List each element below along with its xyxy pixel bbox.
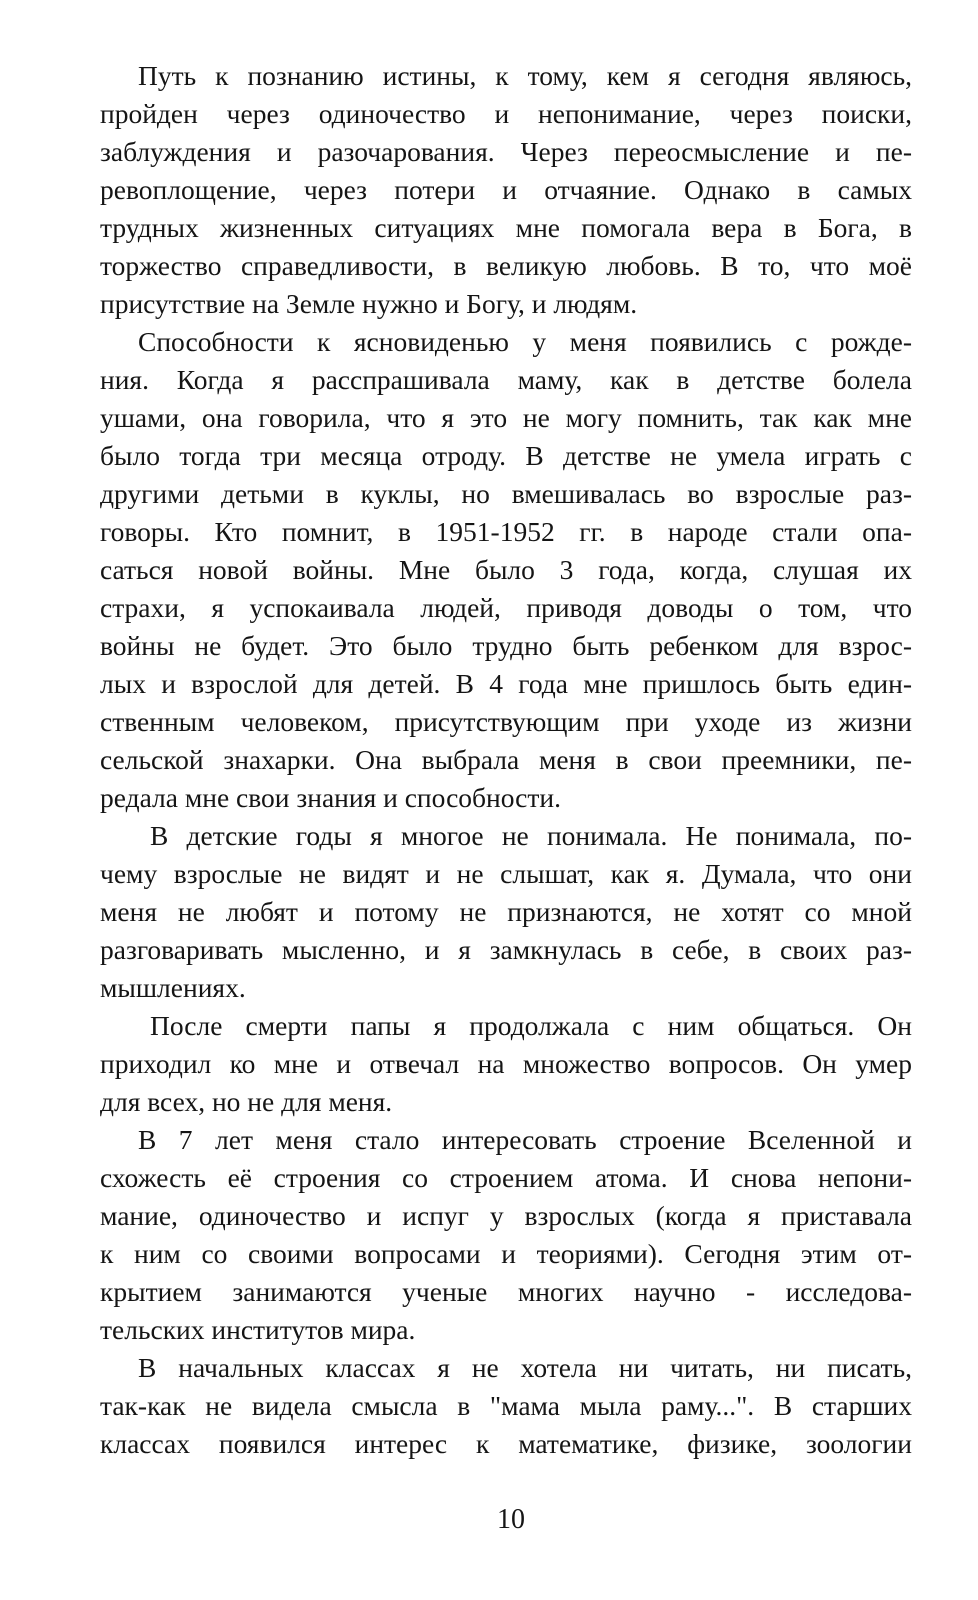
text-line: сельской знахарки. Она выбрала меня в свои преемники, пе- — [100, 744, 912, 775]
paragraph — [100, 57, 912, 323]
text-line: ушами, она говорила, что я это не могу помнить, так как мне — [100, 402, 912, 433]
text-line: заблуждения и разочарования. Через переосмысление и пе- — [100, 136, 912, 167]
text-line: говоры. Кто помнит, в 1951-1952 гг. в народе стали опа- — [100, 516, 912, 547]
text-line: мышлениях. — [100, 972, 246, 1003]
text-line: присутствие на Земле нужно и Богу, и людям. — [100, 288, 638, 319]
text-line: ревоплощение, через потери и отчаяние. Однако в самых — [100, 174, 912, 205]
text-line: классах появился интерес к математике, физике, зоологии — [100, 1428, 912, 1459]
text-line: меня не любят и потому не признаются, не хотят со мной — [100, 896, 912, 927]
text-line: тельских институтов мира. — [100, 1314, 416, 1345]
paragraph — [100, 1349, 912, 1463]
text-line: войны не будет. Это было трудно быть ребенком для взрос- — [100, 630, 912, 661]
paragraph — [100, 323, 912, 817]
text-line: После смерти папы я продолжала с ним общаться. Он — [150, 1010, 912, 1041]
text-line: схожесть её строения со строением атома. И снова непони- — [100, 1162, 912, 1193]
text-line: мание, одиночество и испуг у взрослых (когда я приставала — [100, 1200, 912, 1231]
page-text — [100, 57, 912, 1539]
page-number: 10 — [497, 1504, 525, 1535]
paragraph — [100, 817, 912, 1007]
text-line: Способности к ясновиденью у меня появились с рожде- — [138, 326, 912, 357]
text-line: ния. Когда я расспрашивала маму, как в детстве болела — [100, 364, 912, 395]
text-line: так-как не видела смысла в "мама мыла раму...". В старших — [100, 1390, 912, 1421]
paragraph — [100, 1121, 912, 1349]
text-line: страхи, я успокаивала людей, приводя доводы о том, что — [100, 592, 912, 623]
text-line: к ним со своими вопросами и теориями). Сегодня этим от- — [100, 1238, 912, 1269]
text-line: лых и взрослой для детей. В 4 года мне пришлось быть един- — [100, 668, 912, 699]
text-line: Путь к познанию истины, к тому, кем я сегодня являюсь, — [138, 60, 912, 91]
text-line: крытием занимаются ученые многих научно - исследова- — [100, 1276, 912, 1307]
paragraph — [100, 1007, 912, 1121]
text-line: редала мне свои знания и способности. — [100, 782, 561, 813]
text-line: В начальных классах я не хотела ни читать, ни писать, — [138, 1352, 912, 1383]
text-line: ственным человеком, присутствующим при уходе из жизни — [100, 706, 912, 737]
text-line: В 7 лет меня стало интересовать строение Вселенной и — [138, 1124, 912, 1155]
text-line: приходил ко мне и отвечал на множество вопросов. Он умер — [100, 1048, 912, 1079]
text-line: другими детьми в куклы, но вмешивалась во взрослые раз- — [100, 478, 912, 509]
text-line: В детские годы я многое не понимала. Не понимала, по- — [150, 820, 912, 851]
text-line: чему взрослые не видят и не слышат, как я. Думала, что они — [100, 858, 912, 889]
text-line: саться новой войны. Мне было 3 года, когда, слушая их — [100, 554, 912, 585]
text-line: для всех, но не для меня. — [100, 1086, 393, 1117]
text-line: торжество справедливости, в великую любовь. В то, что моё — [100, 250, 912, 281]
text-line: было тогда три месяца отроду. В детстве не умела играть с — [100, 440, 912, 471]
text-line: трудных жизненных ситуациях мне помогала вера в Бога, в — [100, 212, 912, 243]
text-line: пройден через одиночество и непонимание, через поиски, — [100, 98, 912, 129]
text-line: разговаривать мысленно, и я замкнулась в себе, в своих раз- — [100, 934, 912, 965]
